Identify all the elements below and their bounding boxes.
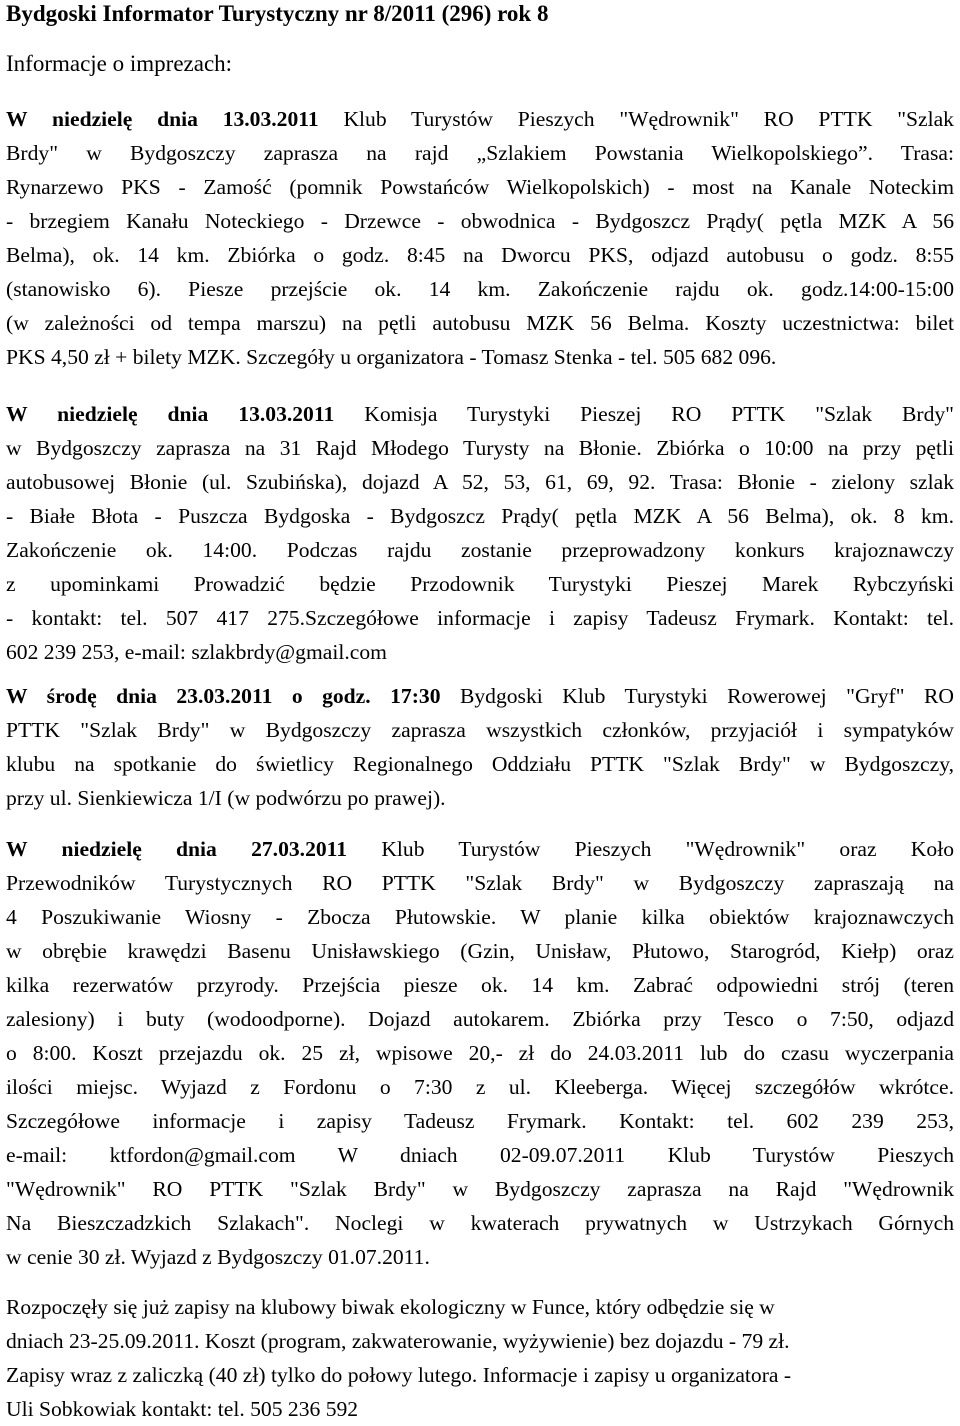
line-text: Komisja Turystyki Pieszej RO PTTK "Szlak Brdy" [334,402,954,426]
line-text: - Białe Błota - Puszcza Bydgoska - Bydgoszcz Prądy( pętla MZK A 56 Belma), ok. 8 km. [6,504,954,528]
paragraph-line [6,1392,954,1426]
event-paragraph-4 [6,832,954,1274]
line-text: PKS 4,50 zł + bilety MZK. Szczegóły u organizatora - Tomasz Stenka - tel. 505 682 096. [6,345,777,369]
line-text: kilka rezerwatów przyrody. Przejścia piesze ok. 14 km. Zabrać odpowiedni strój (teren [6,973,954,997]
paragraph-line [6,1240,954,1274]
paragraph-line [6,1036,954,1070]
paragraph-line [6,272,954,306]
paragraph-line [6,713,954,747]
line-text: Brdy" w Bydgoszczy zaprasza na rajd „Szlakiem Powstania Wielkopolskiego”. Trasa: [6,141,954,165]
paragraph-line [6,1172,954,1206]
line-text: PTTK "Szlak Brdy" w Bydgoszczy zaprasza wszystkich członków, przyjaciół i sympatyków [6,718,954,742]
paragraph-line [6,968,954,1002]
line-text: Szczegółowe informacje i zapisy Tadeusz Frymark. Kontakt: tel. 602 239 253, [6,1109,954,1133]
paragraph-line [6,1138,954,1172]
line-text: Uli Sobkowiak kontakt: tel. 505 236 592 [6,1397,359,1421]
paragraph-line [6,170,954,204]
line-text: w Bydgoszczy zaprasza na 31 Rajd Młodego Turysty na Błonie. Zbiórka o 10:00 na przy pętli [6,436,954,460]
paragraph-line [6,866,954,900]
line-text: w obrębie krawędzi Basenu Unisławskiego (Gzin, Unisław, Płutowo, Starogród, Kiełp) oraz [6,939,954,963]
line-text: Klub Turystów Pieszych "Wędrownik" oraz Koło [347,837,954,861]
paragraph-line [6,431,954,465]
line-text: "Wędrownik" RO PTTK "Szlak Brdy" w Bydgoszczy zaprasza na Rajd "Wędrownik [6,1177,954,1201]
paragraph-line [6,340,954,374]
line-text: z upominkami Prowadzić będzie Przodownik Turystyki Pieszej Marek Rybczyński [6,572,954,596]
paragraph-line [6,465,954,499]
line-text: 4 Poszukiwanie Wiosny - Zbocza Płutowskie. W planie kilka obiektów krajoznawczych [6,905,954,929]
paragraph-line [6,1104,954,1138]
paragraph-line [6,601,954,635]
paragraph-line [6,781,954,815]
event-date-lead: W niedzielę dnia 27.03.2011 [6,837,348,861]
paragraph-line [6,306,954,340]
paragraph-line [6,1358,954,1392]
event-paragraph-1 [6,102,954,374]
line-text: Bydgoski Klub Turystyki Rowerowej "Gryf" RO [440,684,954,708]
line-text: - kontakt: tel. 507 417 275.Szczegółowe informacje i zapisy Tadeusz Frymark. Kontakt: tel. [6,606,954,630]
line-text: e-mail: ktfordon@gmail.com W dniach 02-09.07.2011 Klub Turystów Pieszych [6,1143,954,1167]
line-text: Belma), ok. 14 km. Zbiórka o godz. 8:45 na Dworcu PKS, odjazd autobusu o godz. 8:55 [6,243,954,267]
paragraph-line [6,204,954,238]
line-text: (w zależności od tempa marszu) na pętli autobusu MZK 56 Belma. Koszty uczestnictwa: bilet [6,311,954,335]
paragraph-line [6,136,954,170]
event-date-lead: W niedzielę dnia 13.03.2011 [6,107,319,131]
event-date-lead: W środę dnia 23.03.2011 o godz. 17:30 [6,684,441,708]
paragraph-line [6,934,954,968]
paragraph-line [6,1290,954,1324]
paragraph-line [6,397,954,431]
line-text: Przewodników Turystycznych RO PTTK "Szlak Brdy" w Bydgoszczy zapraszają na [6,871,954,895]
line-text: Na Bieszczadzkich Szlakach". Noclegi w kwaterach prywatnych w Ustrzykach Górnych [6,1211,954,1235]
line-text: Klub Turystów Pieszych "Wędrownik" RO PTTK "Szlak [318,107,954,131]
line-text: (stanowisko 6). Piesze przejście ok. 14 km. Zakończenie rajdu ok. godz.14:00-15:00 [6,277,954,301]
line-text: Zapisy wraz z zaliczką (40 zł) tylko do połowy lutego. Informacje i zapisy u organizatora - [6,1363,792,1387]
paragraph-line [6,567,954,601]
paragraph-line [6,679,954,713]
paragraph-line [6,1206,954,1240]
paragraph-line [6,900,954,934]
paragraph-line [6,832,954,866]
line-text: Zakończenie ok. 14:00. Podczas rajdu zostanie przeprowadzony konkurs krajoznawczy [6,538,954,562]
line-text: ilości miejsc. Wyjazd z Fordonu o 7:30 z ul. Kleeberga. Więcej szczegółów wkrótce. [6,1075,954,1099]
line-text: przy ul. Sienkiewicza 1/I (w podwórzu po prawej). [6,786,446,810]
line-text: Rozpoczęły się już zapisy na klubowy biwak ekologiczny w Funce, który odbędzie się w [6,1295,775,1319]
section-heading: Informacje o imprezach: [6,51,233,76]
event-paragraph-3 [6,679,954,815]
line-text: - brzegiem Kanału Noteckiego - Drzewce - obwodnica - Bydgoszcz Prądy( pętla MZK A 56 [6,209,954,233]
paragraph-line [6,747,954,781]
line-text: 602 239 253, e-mail: szlakbrdy@gmail.com [6,640,387,664]
line-text: klubu na spotkanie do świetlicy Regionalnego Oddziału PTTK "Szlak Brdy" w Bydgoszczy, [6,752,954,776]
event-paragraph-2 [6,397,954,669]
paragraph-line [6,102,954,136]
paragraph-line [6,533,954,567]
line-text: dniach 23-25.09.2011. Koszt (program, zakwaterowanie, wyżywienie) bez dojazdu - 79 zł. [6,1329,790,1353]
paragraph-line [6,1324,954,1358]
paragraph-line [6,1070,954,1104]
paragraph-line [6,635,954,669]
paragraph-line [6,238,954,272]
line-text: w cenie 30 zł. Wyjazd z Bydgoszczy 01.07.2011. [6,1245,430,1269]
paragraph-line [6,499,954,533]
line-text: autobusowej Błonie (ul. Szubińska), dojazd A 52, 53, 61, 69, 92. Trasa: Błonie - zielony szlak [6,470,954,494]
line-text: Rynarzewo PKS - Zamość (pomnik Powstańców Wielkopolskich) - most na Kanale Noteckim [6,175,954,199]
event-paragraph-5 [6,1290,954,1426]
paragraph-line [6,1002,954,1036]
event-date-lead: W niedzielę dnia 13.03.2011 [6,402,335,426]
line-text: zalesiony) i buty (wodoodporne). Dojazd autokarem. Zbiórka przy Tesco o 7:50, odjazd [6,1007,954,1031]
document-title: Bydgoski Informator Turystyczny nr 8/2011 (296) rok 8 [6,1,549,26]
line-text: o 8:00. Koszt przejazdu ok. 25 zł, wpisowe 20,- zł do 24.03.2011 lub do czasu wyczerpania [6,1041,954,1065]
